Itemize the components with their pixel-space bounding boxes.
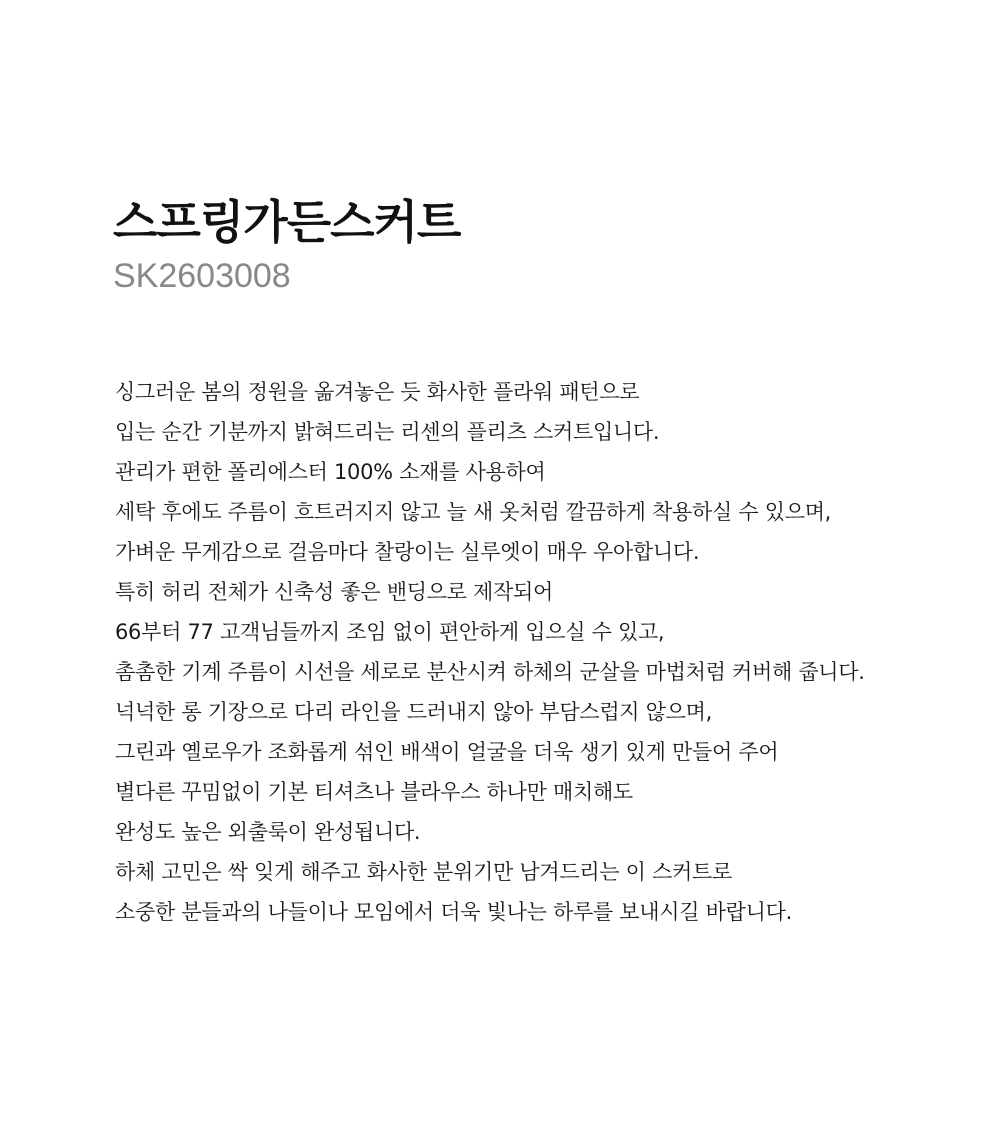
product-title: 스프링가든스커트	[113, 195, 461, 249]
description-line: 싱그러운 봄의 정원을 옮겨놓은 듯 화사한 플라워 패턴으로	[115, 380, 640, 404]
description-line: 입는 순간 기분까지 밝혀드리는 리센의 플리츠 스커트입니다.	[115, 420, 660, 444]
description-line: 소중한 분들과의 나들이나 모임에서 더욱 빛나는 하루를 보내시길 바랍니다.	[115, 900, 792, 924]
description-line: 별다른 꾸밈없이 기본 티셔츠나 블라우스 하나만 매치해도	[115, 780, 633, 804]
product-header	[113, 192, 461, 298]
description-line: 하체 고민은 싹 잊게 해주고 화사한 분위기만 남겨드리는 이 스커트로	[115, 860, 732, 884]
product-description	[115, 372, 985, 932]
description-line: 그린과 옐로우가 조화롭게 섞인 배색이 얼굴을 더욱 생기 있게 만들어 주어	[115, 740, 779, 764]
description-line: 촘촘한 기계 주름이 시선을 세로로 분산시켜 하체의 군살을 마법처럼 커버해 줍니다.	[115, 660, 865, 684]
description-line: 완성도 높은 외출룩이 완성됩니다.	[115, 820, 421, 844]
description-line: 넉넉한 롱 기장으로 다리 라인을 드러내지 않아 부담스럽지 않으며,	[115, 700, 712, 724]
description-line: 관리가 편한 폴리에스터 100% 소재를 사용하여	[115, 460, 546, 484]
description-line: 특히 허리 전체가 신축성 좋은 밴딩으로 제작되어	[115, 580, 553, 604]
description-line: 세탁 후에도 주름이 흐트러지지 않고 늘 새 옷처럼 깔끔하게 착용하실 수 있으며,	[115, 500, 832, 524]
description-line: 66부터 77 고객님들까지 조임 없이 편안하게 입으실 수 있고,	[115, 620, 665, 644]
product-code: SK2603008	[113, 257, 291, 295]
description-line: 가벼운 무게감으로 걸음마다 찰랑이는 실루엣이 매우 우아합니다.	[115, 540, 700, 564]
